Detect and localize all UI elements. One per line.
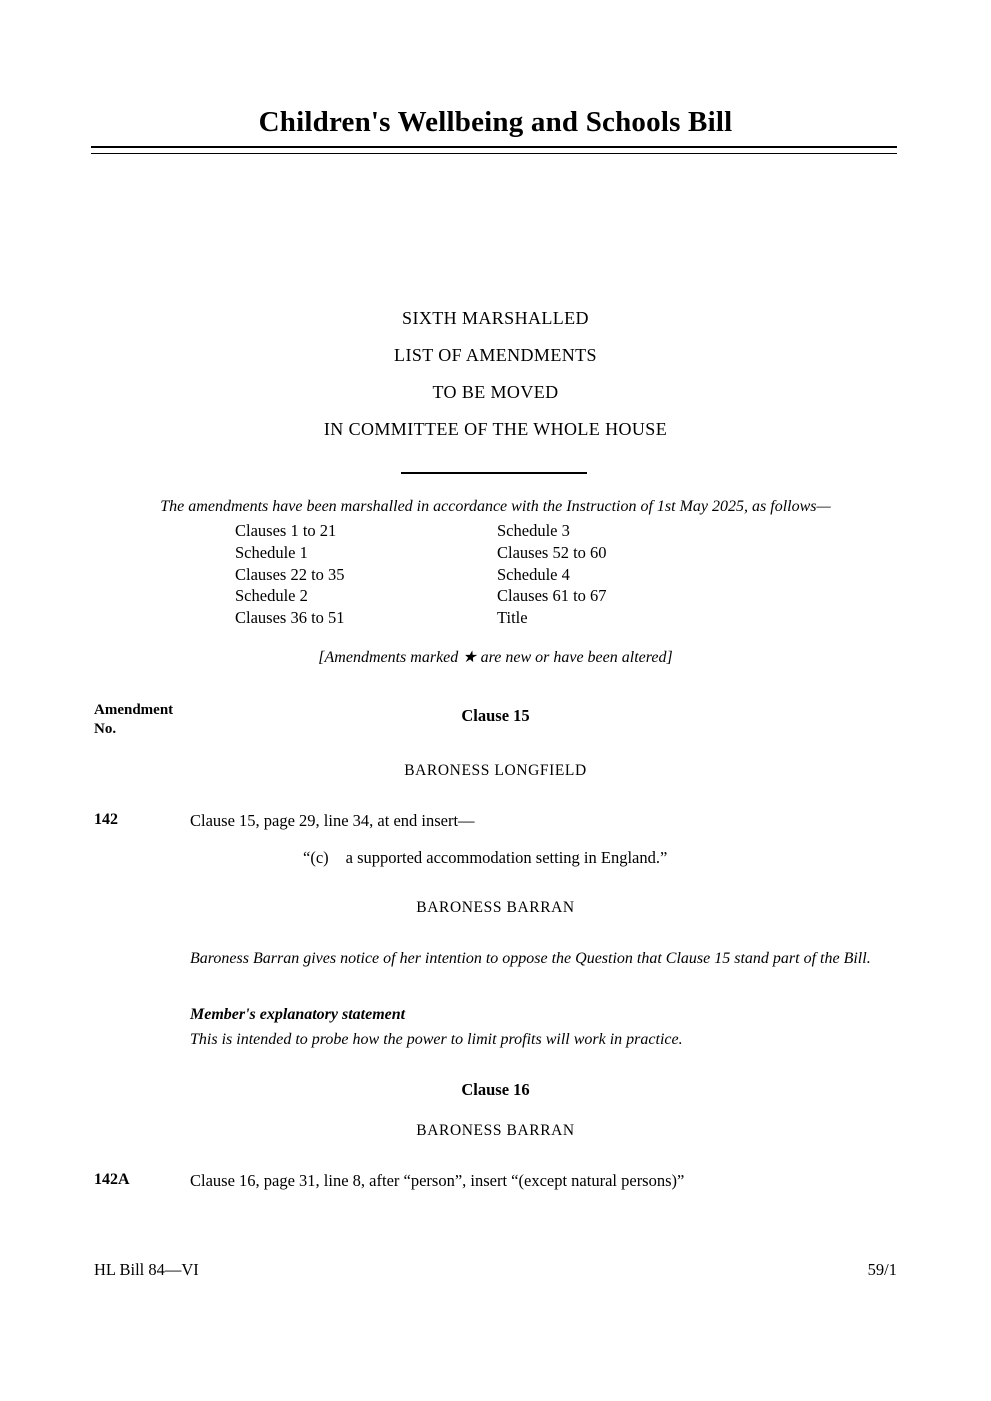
marshalling-item: Schedule 3 bbox=[497, 521, 570, 540]
heading-sixth-marshalled: SIXTH MARSHALLED bbox=[402, 308, 589, 328]
amendment-no-label-line1: Amendment bbox=[94, 702, 174, 718]
marshalling-item: Clauses 52 to 60 bbox=[497, 542, 607, 562]
oppose-clause-notice: Baroness Barran gives notice of her intention to oppose the Question that Clause 15 stand part of the Bill. bbox=[190, 950, 871, 967]
page-sheet-number: 59/1 bbox=[867, 1260, 897, 1279]
amendment-142-inserted-text bbox=[303, 848, 667, 868]
marshalling-item: Clauses 36 to 51 bbox=[235, 608, 345, 628]
star-legend-note: [Amendments marked ★ are new or have been altered] bbox=[318, 649, 673, 666]
sponsor-baroness-barran-clause16: BARONESS BARRAN bbox=[416, 1122, 575, 1139]
amendment-number-142A: 142A bbox=[94, 1171, 130, 1188]
inserted-paragraph-marker: “(c) bbox=[303, 848, 329, 867]
marshalling-item: Schedule 1 bbox=[235, 542, 308, 562]
heading-committee: IN COMMITTEE OF THE WHOLE HOUSE bbox=[323, 419, 668, 439]
marshalling-item: Schedule 2 bbox=[235, 586, 308, 606]
inserted-paragraph-body: a supported accommodation setting in England.” bbox=[345, 848, 668, 867]
marshalling-item: Clauses 1 to 21 bbox=[235, 521, 337, 540]
marshalling-item: Clauses 22 to 35 bbox=[235, 564, 345, 584]
bill-reference: HL Bill 84—VI bbox=[94, 1260, 199, 1279]
marshalling-column-2 bbox=[497, 520, 607, 629]
amendment-number-142: 142 bbox=[94, 811, 118, 828]
marshalling-item: Schedule 4 bbox=[497, 564, 570, 584]
explanatory-statement-heading: Member's explanatory statement bbox=[190, 1006, 406, 1023]
marshalling-item: Clauses 61 to 67 bbox=[497, 586, 607, 606]
section-divider-rule bbox=[401, 472, 587, 474]
page-title: Children's Wellbeing and Schools Bill bbox=[258, 106, 733, 138]
clause-15-heading: Clause 15 bbox=[461, 706, 530, 725]
amendment-142-text: Clause 15, page 29, line 34, at end insert— bbox=[190, 811, 475, 830]
clause-16-heading: Clause 16 bbox=[461, 1080, 530, 1099]
amendment-142A-text: Clause 16, page 31, line 8, after “person”, insert “(except natural persons)” bbox=[190, 1171, 685, 1190]
amendment-no-label-line2: No. bbox=[94, 721, 117, 737]
marshalling-column-1 bbox=[235, 520, 345, 629]
explanatory-statement-text: This is intended to probe how the power to limit profits will work in practice. bbox=[190, 1031, 683, 1048]
sponsor-baroness-barran-clause15: BARONESS BARRAN bbox=[416, 899, 575, 916]
marshalling-note: The amendments have been marshalled in accordance with the Instruction of 1st May 2025, as follows— bbox=[160, 498, 831, 515]
title-double-rule bbox=[91, 146, 897, 154]
sponsor-baroness-longfield: BARONESS LONGFIELD bbox=[404, 762, 587, 779]
heading-list-of-amendments: LIST OF AMENDMENTS bbox=[394, 345, 597, 365]
heading-to-be-moved: TO BE MOVED bbox=[432, 382, 559, 402]
marshalling-item: Title bbox=[497, 608, 528, 628]
